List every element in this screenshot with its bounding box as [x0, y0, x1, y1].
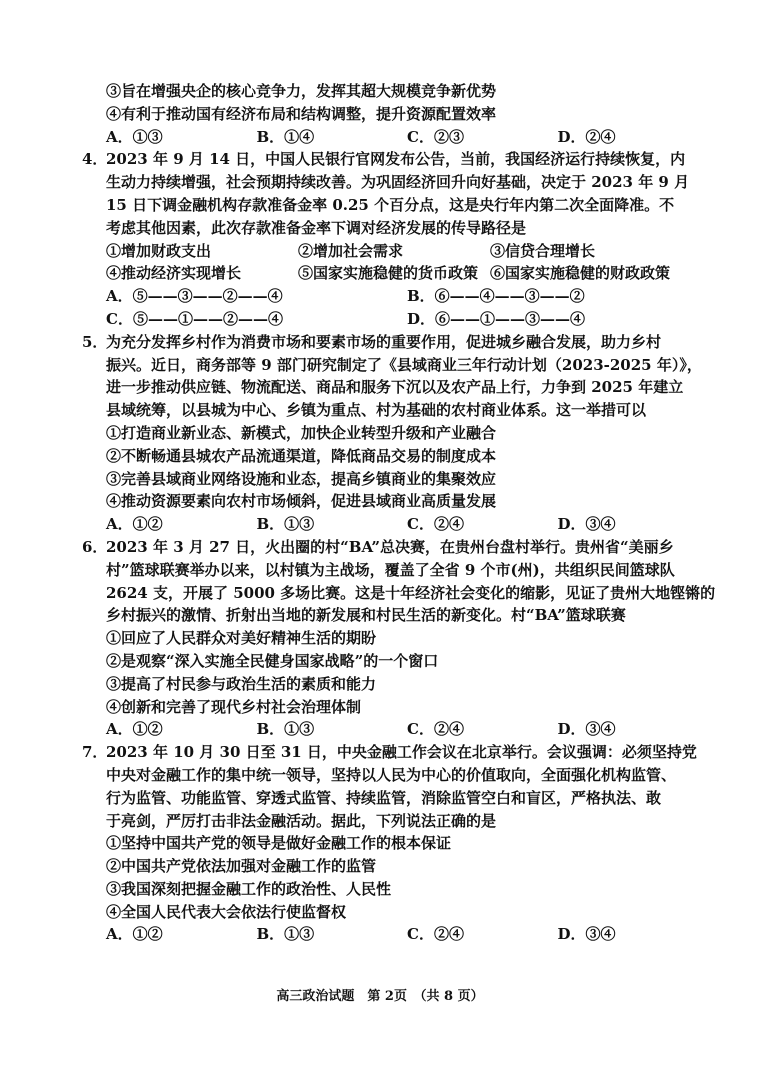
prev-question	[82, 80, 708, 148]
choice-item: ④推动资源要素向农村市场倾斜，促进县域商业高质量发展	[106, 492, 497, 511]
question-stem-line: 6．2023 年 3 月 27 日，火出圈的村“BA”总决赛，在贵州台盘村举行。贵州省“美丽乡	[82, 536, 708, 559]
choice-item: ①增加财政支出	[106, 241, 212, 260]
option-b[interactable]: B．①③	[256, 925, 315, 944]
choice-item: ⑤国家实施稳健的货币政策	[298, 264, 479, 283]
answer-options	[82, 923, 708, 946]
answer-options	[82, 308, 708, 331]
question-number: 5．	[82, 332, 108, 351]
choice-item: ④有利于推动国有经济布局和结构调整，提升资源配置效率	[106, 104, 497, 123]
question-stem-line: 2624 支，开展了 5000 多场比赛。这是十年经济社会变化的缩影，见证了贵州大地铿锵的	[106, 583, 716, 602]
option-d[interactable]: D．③④	[557, 515, 616, 534]
question-stem-line: 振兴。近日，商务部等 9 部门研究制定了《县域商业三年行动计划（2023-2025 年）》，	[106, 355, 702, 374]
choice-item: ②不断畅通县城农产品流通渠道，降低商品交易的制度成本	[106, 446, 497, 465]
question-stem-line: 7．2023 年 10 月 30 日至 31 日，中央金融工作会议在北京举行。会议强调：必须坚持党	[82, 741, 708, 764]
option-c[interactable]: C．②③	[407, 127, 464, 146]
choice-item: ②增加社会需求	[298, 241, 404, 260]
answer-options	[82, 513, 708, 536]
option-a[interactable]: A．①②	[106, 515, 163, 534]
page-footer: 高三政治试题 第 2页 （共 8 页）	[276, 989, 484, 1004]
option-a[interactable]: A．①②	[106, 720, 163, 739]
choice-item: ④创新和完善了现代乡村社会治理体制	[106, 697, 362, 716]
option-d[interactable]: D．③④	[557, 925, 616, 944]
option-b[interactable]: B．①④	[256, 127, 315, 146]
choice-item: ④推动经济实现增长	[106, 264, 242, 283]
option-d[interactable]: D．③④	[557, 720, 616, 739]
choice-item: ③旨在增强央企的核心竞争力，发挥其超大规模竞争新优势	[106, 82, 497, 100]
option-a[interactable]: A．⑤——③——②——④	[106, 287, 283, 306]
choice-item: ④全国人民代表大会依法行使监督权	[106, 902, 347, 921]
option-b[interactable]: B．①③	[256, 515, 315, 534]
question-number: 7．	[82, 743, 108, 762]
choice-item: ①回应了人民群众对美好精神生活的期盼	[106, 629, 377, 648]
option-a[interactable]: A．①②	[106, 925, 163, 944]
option-c[interactable]: C．⑤——①——②——④	[106, 309, 283, 328]
choice-item: ③完善县域商业网络设施和业态，提高乡镇商业的集聚效应	[106, 469, 497, 488]
choice-item: ②是观察“深入实施全民健身国家战略”的一个窗口	[106, 651, 439, 670]
answer-options	[82, 285, 708, 308]
choice-item: ③信贷合理增长	[490, 241, 596, 260]
question-stem-line: 4．2023 年 9 月 14 日，中国人民银行官网发布公告，当前，我国经济运行持续恢复，内	[82, 148, 708, 171]
question-stem-line: 于亮剑，严厉打击非法金融活动。据此，下列说法正确的是	[106, 811, 497, 830]
option-b[interactable]: B．①③	[256, 720, 315, 739]
option-a[interactable]: A．①③	[106, 127, 163, 146]
choice-item: ⑥国家实施稳健的财政政策	[490, 264, 671, 283]
question-number: 4．	[82, 150, 108, 169]
answer-options	[82, 718, 708, 741]
option-c[interactable]: C．②④	[407, 925, 464, 944]
question-4	[82, 148, 708, 330]
question-6	[82, 536, 716, 741]
answer-options	[82, 126, 708, 149]
question-stem-line: 村”篮球联赛举办以来，以村镇为主战场，覆盖了全省 9 个市(州)，共组织民间篮球队	[106, 560, 675, 579]
question-stem-line: 考虑其他因素，此次存款准备金率下调对经济发展的传导路径是	[106, 218, 527, 237]
question-stem-line: 行为监管、功能监管、穿透式监管、持续监管，消除监管空白和盲区，严格执法、敢	[106, 788, 662, 807]
choice-item: ①打造商业新业态、新模式，加快企业转型升级和产业融合	[106, 423, 497, 442]
question-stem-line: 5．为充分发挥乡村作为消费市场和要素市场的重要作用，促进城乡融合发展，助力乡村	[82, 331, 708, 354]
option-c[interactable]: C．②④	[407, 515, 464, 534]
option-d[interactable]: D．②④	[557, 127, 616, 146]
choice-item: ③提高了村民参与政治生活的素质和能力	[106, 674, 377, 693]
question-stem-line: 中央对金融工作的集中统一领导，坚持以人民为中心的价值取向，全面强化机构监管、	[106, 765, 677, 784]
choice-item: ①坚持中国共产党的领导是做好金融工作的根本保证	[106, 834, 452, 853]
option-c[interactable]: C．②④	[407, 720, 464, 739]
question-stem-line: 进一步推动供应链、物流配送、商品和服务下沉以及农产品上行，力争到 2025 年建立	[106, 378, 684, 397]
question-stem-line: 15 日下调金融机构存款准备金率 0.25 个百分点，这是央行年内第二次全面降准。不	[106, 195, 675, 214]
question-stem-line: 乡村振兴的激情、折射出当地的新发展和村民生活的新变化。村“BA”篮球联赛	[106, 606, 626, 625]
choice-items-row	[82, 262, 708, 285]
choice-item: ③我国深刻把握金融工作的政治性、人民性	[106, 879, 392, 898]
option-d[interactable]: D．⑥——①——③——④	[407, 309, 586, 328]
option-b[interactable]: B．⑥——④——③——②	[407, 287, 585, 306]
question-5	[82, 331, 708, 536]
choice-items-row	[82, 240, 708, 263]
question-stem-line: 生动力持续增强，社会预期持续改善。为巩固经济回升向好基础，决定于 2023 年 9 月	[106, 173, 690, 192]
question-number: 6．	[82, 537, 108, 556]
choice-item: ②中国共产党依法加强对金融工作的监管	[106, 857, 377, 876]
question-stem-line: 县域统筹，以县城为中心、乡镇为重点、村为基础的农村商业体系。这一举措可以	[106, 401, 647, 420]
question-7	[82, 741, 708, 946]
